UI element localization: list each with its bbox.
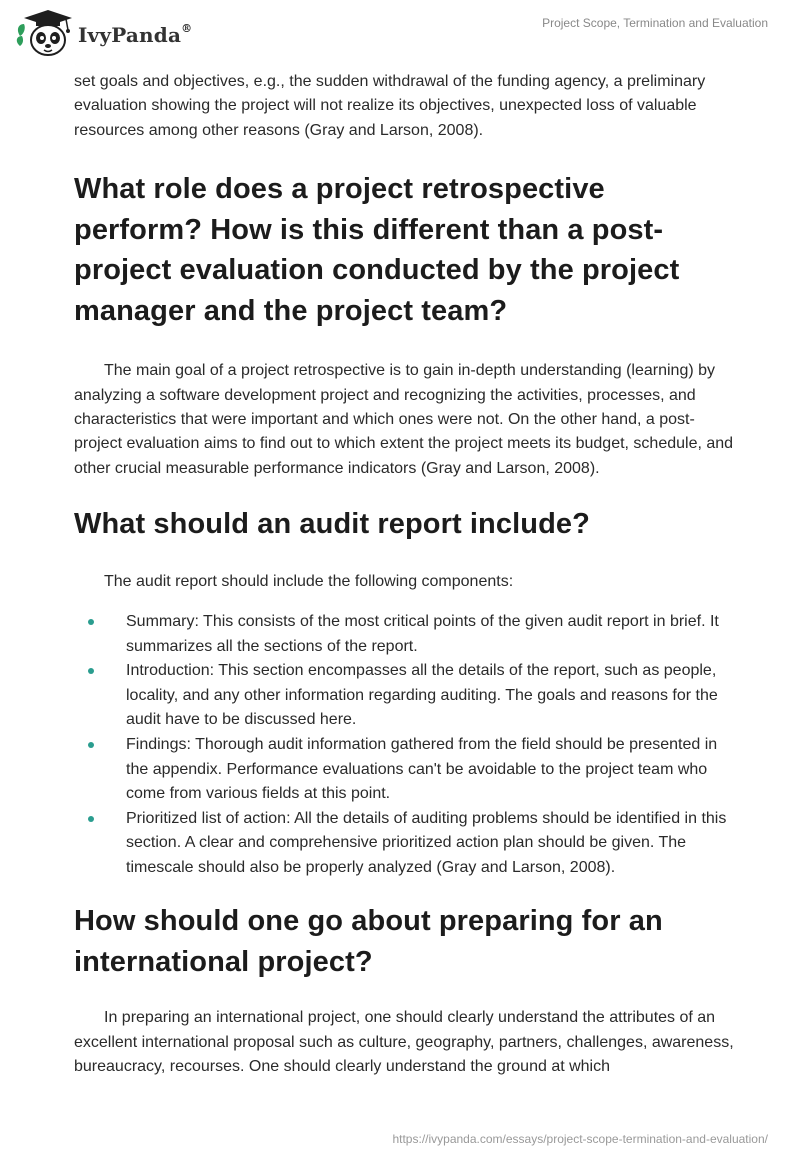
page-header: [0, 0, 800, 70]
list-item-text: Prioritized list of action: All the details of auditing problems should be identified in this section. A clear and comprehensive prioritized action plan should be given. The timescale should also be properly analyzed (Gray and Larson, 2008).: [126, 809, 727, 876]
section-heading-international-project: How should one go about preparing for an international project?: [74, 905, 663, 978]
ivypanda-logo[interactable]: [14, 6, 204, 58]
list-item-text: Introduction: This section encompasses all the details of the report, such as people, locality, and any other information regarding auditing. The goals and reasons for the audit have to be discussed here.: [126, 662, 718, 729]
retrospective-paragraph: The main goal of a project retrospective is to gain in-depth understanding (learning) by analyzing a software development project and recognizing the activities, processes, and characteristics that were important and which ones were not. On the other hand, a post-project evaluation aims to find out to which extent the project meets its budget, schedule, and other crucial measurable performance indicators (Gray and Larson, 2008).: [74, 362, 734, 477]
audit-components-list: [74, 610, 734, 880]
list-item: [74, 610, 734, 659]
panda-graduation-cap-icon: [14, 6, 76, 58]
international-project-paragraph: In preparing an international project, one should clearly understand the attributes of an excellent international proposal such as culture, geography, partners, challenges, awareness, bureaucracy, recourses. One should clearly understand the ground at which: [74, 1009, 734, 1075]
continuation-paragraph: set goals and objectives, e.g., the sudden withdrawal of the funding agency, a preliminary evaluation showing the project will not realize its objectives, unexpected loss of valuable resources among other reasons (Gray and Larson, 2008).: [74, 73, 706, 139]
document-title: Project Scope, Termination and Evaluation: [542, 16, 768, 30]
section-heading-audit-report: What should an audit report include?: [74, 508, 590, 541]
list-item-text: Summary: This consists of the most critical points of the given audit report in brief. It summarizes all the sections of the report.: [126, 613, 719, 655]
source-url-link[interactable]: https://ivypanda.com/essays/project-scope-termination-and-evaluation/: [392, 1132, 768, 1146]
audit-intro-paragraph: The audit report should include the following components:: [104, 572, 514, 590]
article-body: [74, 70, 734, 1079]
list-item: [74, 733, 734, 806]
list-item: [74, 807, 734, 880]
teal-dot-icon: [88, 668, 94, 674]
teal-dot-icon: [88, 742, 94, 748]
teal-dot-icon: [88, 619, 94, 625]
list-item: [74, 659, 734, 732]
list-item-text: Findings: Thorough audit information gathered from the field should be presented in the appendix. Performance evaluations can't be avoidable to the project team who come from various fields at this point.: [126, 736, 718, 802]
section-heading-retrospective: What role does a project retrospective perform? How is this different than a post-project evaluation conducted by the project manager and the project team?: [74, 173, 680, 327]
teal-dot-icon: [88, 816, 94, 822]
brand-name: IvyPanda®: [78, 22, 193, 47]
